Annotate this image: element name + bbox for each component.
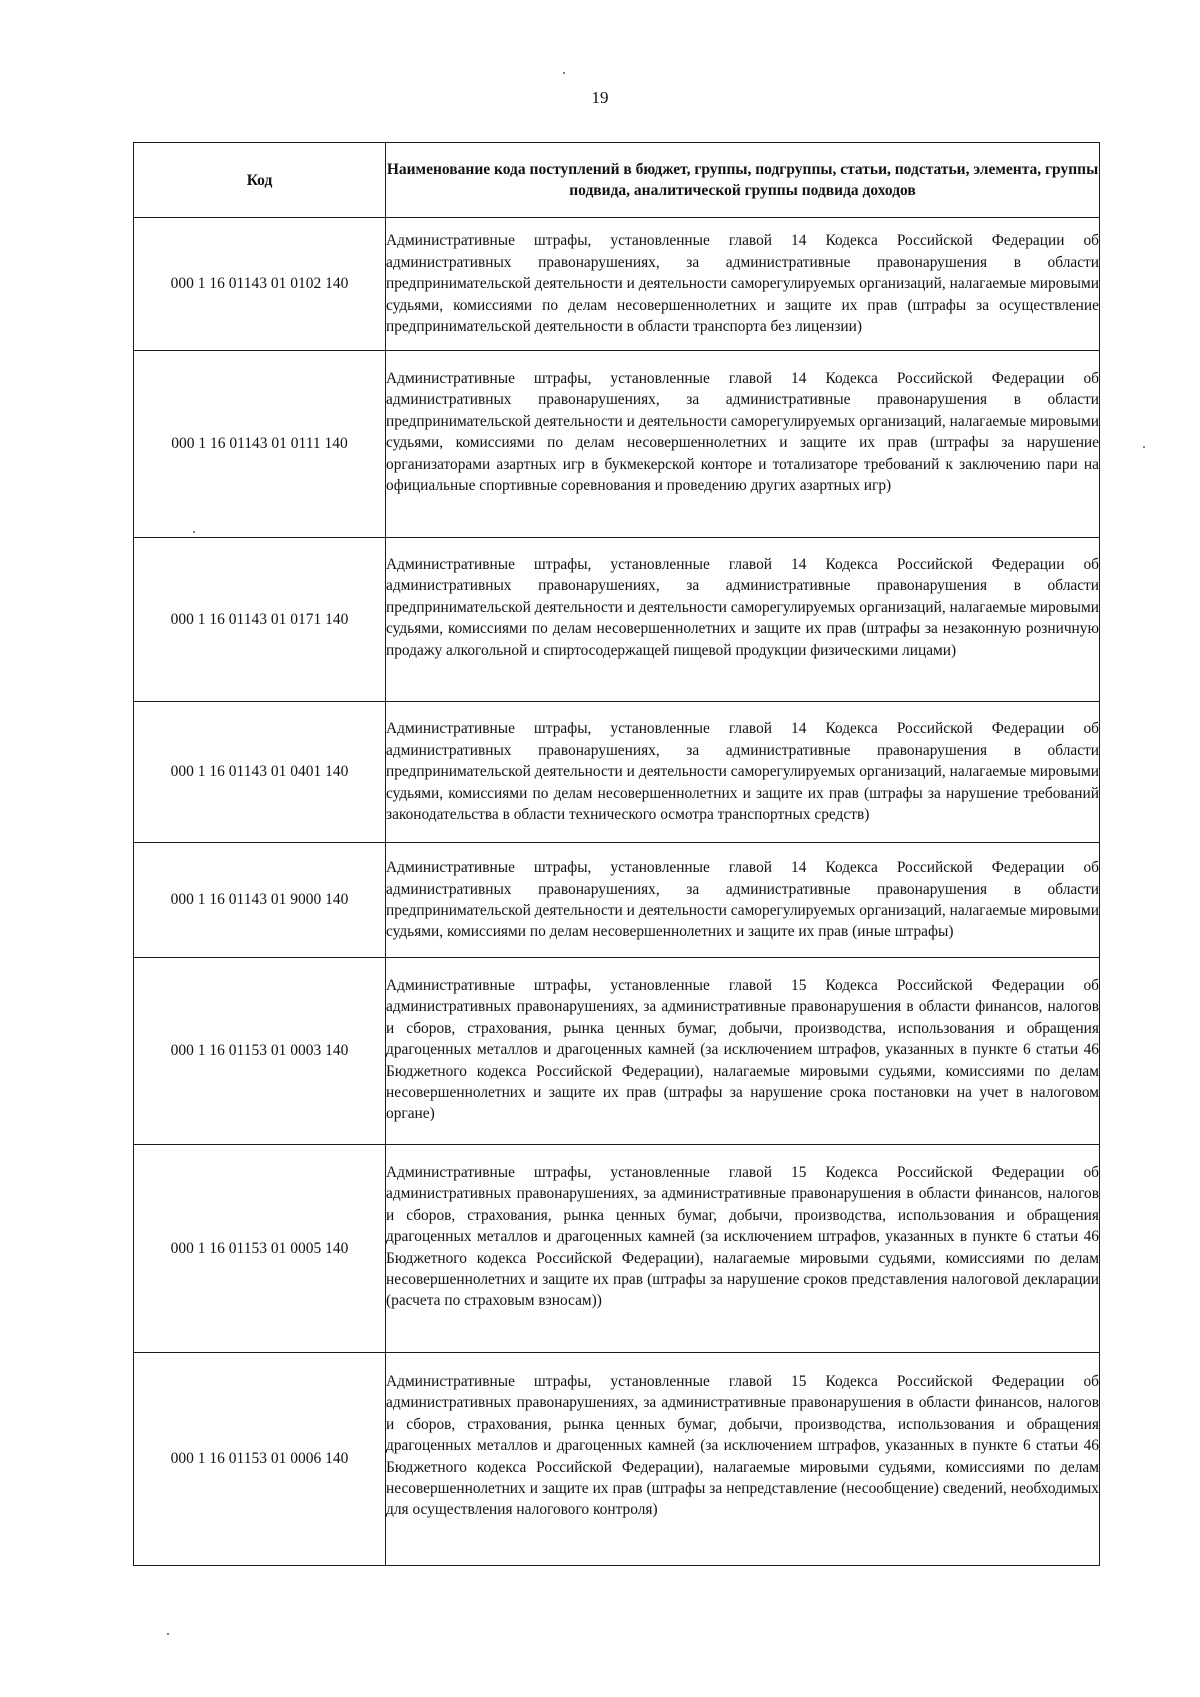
scan-speck — [193, 531, 195, 533]
table-row — [134, 538, 1100, 702]
row-name: Административные штрафы, установленные главой 14 Кодекса Российской Федерации об административных правонарушениях, за административные правонарушения в области предпринимательской деятельности и деятельности саморегулируемых организаций, налагаемые мировыми судьями, комиссиями по делам несовершеннолетних и защите их прав (штрафы за осуществление предпринимательской деятельности в области транспорта без лицензии) — [386, 218, 1100, 351]
row-name: Административные штрафы, установленные главой 14 Кодекса Российской Федерации об административных правонарушениях, за административные правонарушения в области предпринимательской деятельности и деятельности саморегулируемых организаций, налагаемые мировыми судьями, комиссиями по делам несовершеннолетних и защите их прав (штрафы за нарушение организаторами азартных игр в букмекерской конторе и тотализаторе требований к заключению пари на официальные спортивные соревнования и проведению других азартных игр) — [386, 351, 1100, 538]
scan-speck — [1143, 446, 1145, 448]
scan-speck — [563, 72, 565, 74]
row-code: 000 1 16 01153 01 0003 140 — [134, 958, 386, 1145]
row-name: Административные штрафы, установленные главой 14 Кодекса Российской Федерации об административных правонарушениях, за административные правонарушения в области предпринимательской деятельности и деятельности саморегулируемых организаций, налагаемые мировыми судьями, комиссиями по делам несовершеннолетних и защите их прав (иные штрафы) — [386, 843, 1100, 958]
table-row — [134, 702, 1100, 843]
header-name: Наименование кода поступлений в бюджет, группы, подгруппы, статьи, подстатьи, элемента, группы подвида, аналитической группы подвида доходов — [386, 143, 1100, 218]
table-row — [134, 843, 1100, 958]
table-row — [134, 351, 1100, 538]
row-code: 000 1 16 01143 01 0401 140 — [134, 702, 386, 843]
table-row — [134, 958, 1100, 1145]
row-code: 000 1 16 01153 01 0006 140 — [134, 1353, 386, 1566]
row-name: Административные штрафы, установленные главой 14 Кодекса Российской Федерации об административных правонарушениях, за административные правонарушения в области предпринимательской деятельности и деятельности саморегулируемых организаций, налагаемые мировыми судьями, комиссиями по делам несовершеннолетних и защите их прав (штрафы за нарушение требований законодательства в области технического осмотра транспортных средств) — [386, 702, 1100, 843]
row-name: Административные штрафы, установленные главой 15 Кодекса Российской Федерации об административных правонарушениях, за административные правонарушения в области финансов, налогов и сборов, страхования, рынка ценных бумаг, добычи, производства, использования и обращения драгоценных металлов и драгоценных камней (за исключением штрафов, указанных в пункте 6 статьи 46 Бюджетного кодекса Российской Федерации), налагаемые мировыми судьями, комиссиями по делам несовершеннолетних и защите их прав (штрафы за нарушение срока постановки на учет в налоговом органе) — [386, 958, 1100, 1145]
table-row — [134, 218, 1100, 351]
row-name: Административные штрафы, установленные главой 14 Кодекса Российской Федерации об административных правонарушениях, за административные правонарушения в области предпринимательской деятельности и деятельности саморегулируемых организаций, налагаемые мировыми судьями, комиссиями по делам несовершеннолетних и защите их прав (штрафы за незаконную розничную продажу алкогольной и спиртосодержащей пищевой продукции физическими лицами) — [386, 538, 1100, 702]
scan-speck — [167, 1633, 169, 1635]
table-row — [134, 1353, 1100, 1566]
row-name: Административные штрафы, установленные главой 15 Кодекса Российской Федерации об административных правонарушениях, за административные правонарушения в области финансов, налогов и сборов, страхования, рынка ценных бумаг, добычи, производства, использования и обращения драгоценных металлов и драгоценных камней (за исключением штрафов, указанных в пункте 6 статьи 46 Бюджетного кодекса Российской Федерации), налагаемые мировыми судьями, комиссиями по делам несовершеннолетних и защите их прав (штрафы за нарушение сроков представления налоговой декларации (расчета по страховым взносам)) — [386, 1145, 1100, 1353]
row-code: 000 1 16 01143 01 9000 140 — [134, 843, 386, 958]
page-number: 19 — [591, 88, 609, 107]
row-name: Административные штрафы, установленные главой 15 Кодекса Российской Федерации об административных правонарушениях, за административные правонарушения в области финансов, налогов и сборов, страхования, рынка ценных бумаг, добычи, производства, использования и обращения драгоценных металлов и драгоценных камней (за исключением штрафов, указанных в пункте 6 статьи 46 Бюджетного кодекса Российской Федерации), налагаемые мировыми судьями, комиссиями по делам несовершеннолетних и защите их прав (штрафы за непредставление (несообщение) сведений, необходимых для осуществления налогового контроля) — [386, 1353, 1100, 1566]
header-code: Код — [134, 143, 386, 218]
table-header-row — [134, 143, 1100, 218]
revenue-codes-table — [133, 142, 1100, 1566]
table-row — [134, 1145, 1100, 1353]
row-code: 000 1 16 01143 01 0171 140 — [134, 538, 386, 702]
row-code: 000 1 16 01153 01 0005 140 — [134, 1145, 386, 1353]
row-code: 000 1 16 01143 01 0111 140 — [134, 351, 386, 538]
row-code: 000 1 16 01143 01 0102 140 — [134, 218, 386, 351]
